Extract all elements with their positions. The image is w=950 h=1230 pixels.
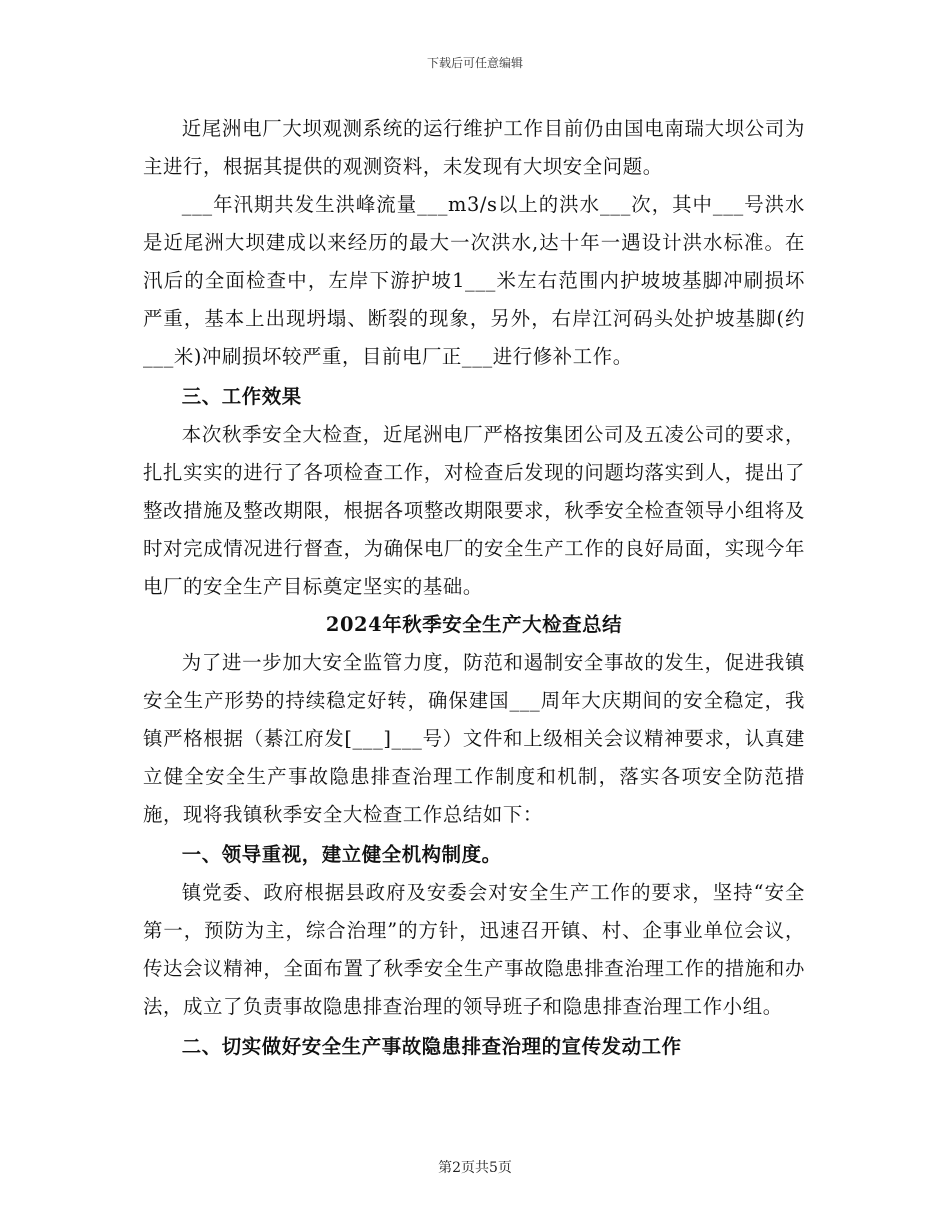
page-footer: 第2页共5页 — [438, 1160, 512, 1176]
document-title: 2024年秋季安全生产大检查总结 — [325, 613, 623, 636]
document-body — [143, 110, 805, 1066]
section-heading-publicity: 二、切实做好安全生产事故隐患排查治理的宣传发动工作 — [181, 1035, 682, 1058]
paragraph-leadership: 镇党委、政府根据县政府及安委会对安全生产工作的要求，坚持“安全第一，预防为主，综合治理”的方针，迅速召开镇、村、企事业单位会议，传达会议精神，全面布置了秋季安全生产事故隐患排查治理工作的措施和办法，成立了负责事故隐患排查治理的领导班子和隐患排查治理工作小组。 — [143, 881, 805, 1018]
paragraph-dam-monitoring: 近尾洲电厂大坝观测系统的运行维护工作目前仍由国电南瑞大坝公司为主进行，根据其提供的观测资料，未发现有大坝安全问题。 — [143, 117, 805, 178]
paragraph-inspection-results: 本次秋季安全大检查，近尾洲电厂严格按集团公司及五凌公司的要求，扎扎实实的进行了各项检查工作，对检查后发现的问题均落实到人，提出了整改措施及整改期限，根据各项整改期限要求，秋季安全检查领导小组将及时对完成情况进行督查，为确保电厂的安全生产工作的良好局面，实现今年电厂的安全生产目标奠定坚实的基础。 — [143, 423, 805, 598]
section-heading-results: 三、工作效果 — [181, 385, 302, 408]
section-heading-leadership: 一、领导重视，建立健全机构制度。 — [181, 843, 502, 866]
paragraph-introduction: 为了进一步加大安全监管力度，防范和遏制安全事故的发生，促进我镇安全生产形势的持续稳定好转，确保建国___周年大庆期间的安全稳定，我镇严格根据（綦江府发[___]___号）文件和上级相关会议精神要求，认真建立健全安全生产事故隐患排查治理工作制度和机制，落实各项安全防范措施，现将我镇秋季安全大检查工作总结如下： — [143, 651, 805, 826]
paragraph-flood-season: ___年汛期共发生洪峰流量___m3/s以上的洪水___次，其中___号洪水是近尾洲大坝建成以来经历的最大一次洪水,达十年一遇设计洪水标准。在汛后的全面检查中，左岸下游护坡1___米左右范围内护坡坡基脚冲刷损坏严重，基本上出现坍塌、断裂的现象，另外，右岸江河码头处护坡基脚(约___米)冲刷损坏较严重，目前电厂正___进行修补工作。 — [143, 193, 805, 368]
page-header: 下载后可任意编辑 — [426, 56, 523, 70]
